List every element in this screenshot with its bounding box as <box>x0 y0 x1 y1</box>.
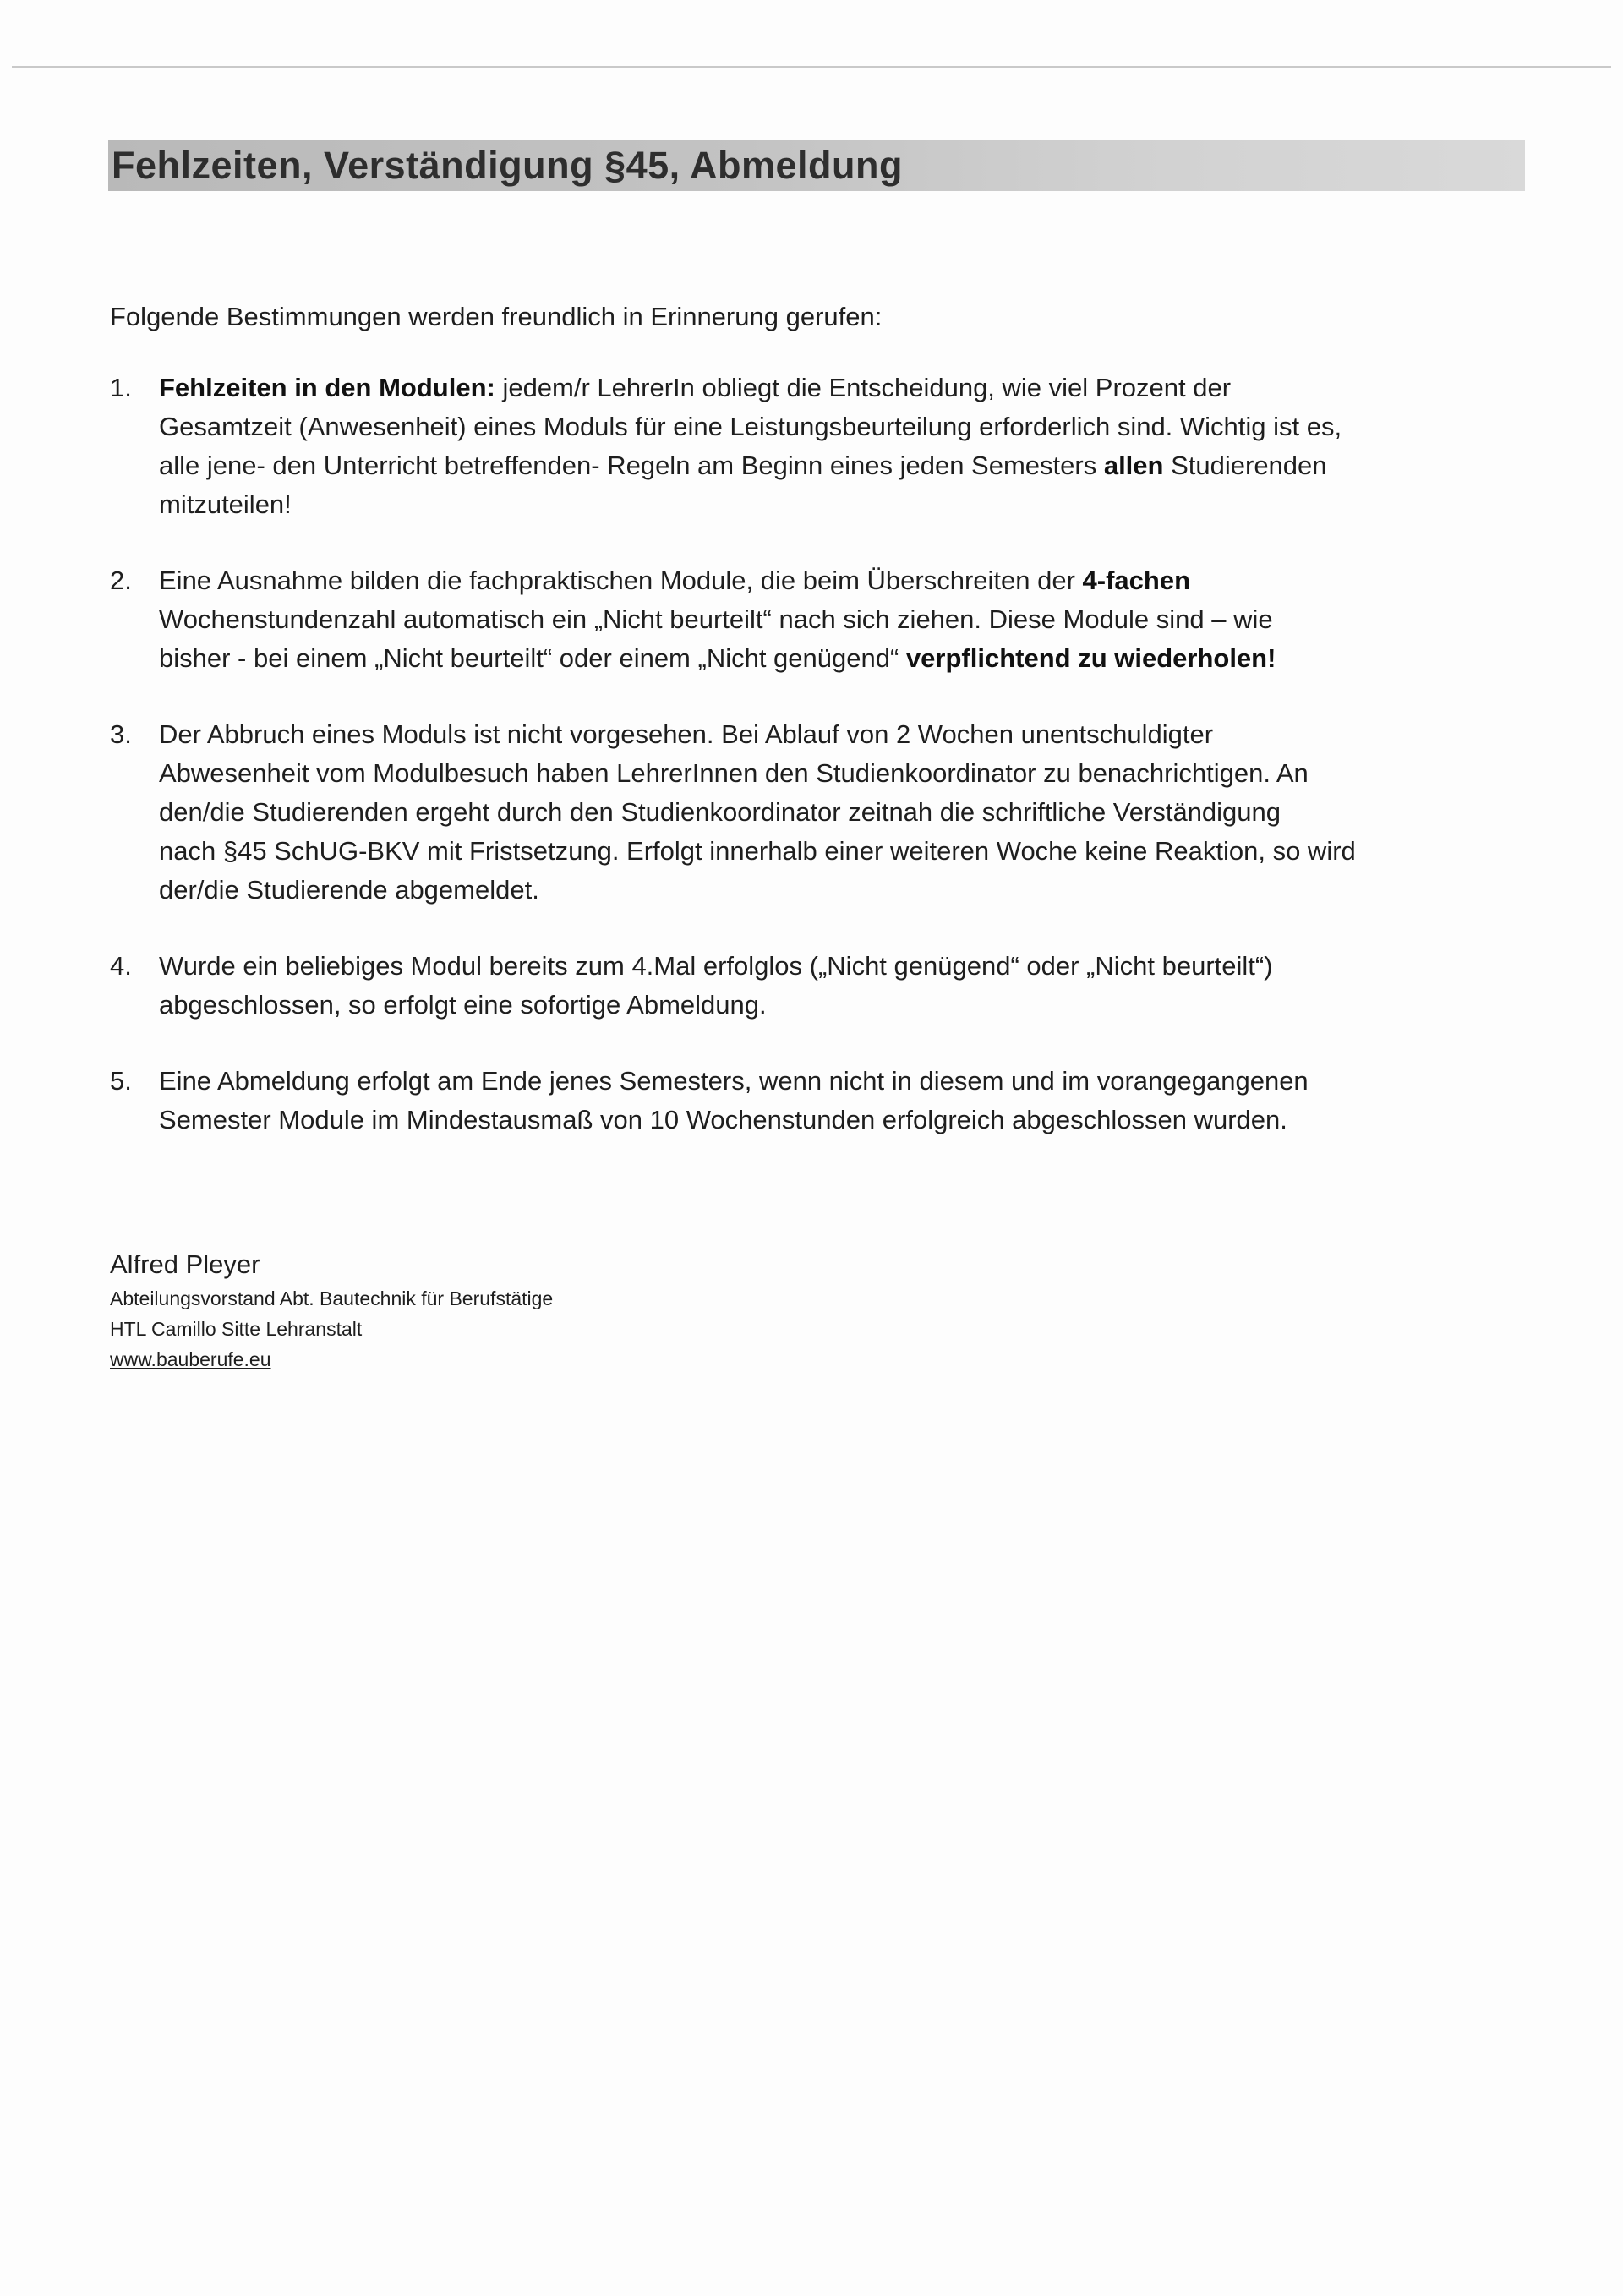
rule-text: abgeschlossen, so erfolgt eine sofortige Abmeldung. <box>159 990 767 1020</box>
signature-role: Abteilungsvorstand Abt. Bautechnik für Berufstätige <box>110 1287 554 1309</box>
rule-number: 2. <box>110 566 132 595</box>
rule-line <box>159 485 1513 524</box>
rule-emphasis: allen <box>1103 451 1164 480</box>
rule-line <box>159 715 1513 754</box>
rule-number: 5. <box>110 1066 132 1096</box>
rule-text: mitzuteilen! <box>159 489 292 519</box>
rule-text: Eine Abmeldung erfolgt am Ende jenes Semesters, wenn nicht in diesem und im vorangegangenen <box>159 1066 1309 1096</box>
rule-text: alle jene- den Unterricht betreffenden- Regeln am Beginn eines jeden Semesters <box>159 451 1104 480</box>
rule-line <box>159 561 1513 600</box>
rule-text: Der Abbruch eines Moduls ist nicht vorgesehen. Bei Ablauf von 2 Wochen unentschuldigter <box>159 719 1214 749</box>
top-rule <box>12 66 1611 68</box>
rule-emphasis: 4-fachen <box>1082 566 1191 595</box>
rule-line <box>159 871 1513 910</box>
rule-text: Abwesenheit vom Modulbesuch haben LehrerInnen den Studienkoordinator zu benachrichtigen. An <box>159 758 1309 788</box>
rule-emphasis: verpflichtend zu wiederholen! <box>905 643 1276 673</box>
rule-line <box>159 754 1513 793</box>
rules-list <box>110 369 1513 1177</box>
rule-line <box>159 407 1513 446</box>
rule-line <box>159 832 1513 871</box>
rule-text: nach §45 SchUG-BKV mit Fristsetzung. Erfolgt innerhalb einer weiteren Woche keine Reaktion, so wird <box>159 836 1356 866</box>
website-link[interactable]: www.bauberufe.eu <box>110 1348 271 1370</box>
rule-item <box>110 715 1513 910</box>
rule-line <box>159 446 1513 485</box>
rule-text: Wochenstundenzahl automatisch ein „Nicht beurteilt“ nach sich ziehen. Diese Module sind – wie <box>159 604 1273 634</box>
rule-line <box>159 1101 1513 1140</box>
rule-text: bisher - bei einem „Nicht beurteilt“ oder einem „Nicht genügend“ <box>159 643 906 673</box>
signature-block <box>110 1246 553 1375</box>
rule-number: 4. <box>110 951 132 981</box>
rule-line <box>159 947 1513 986</box>
rule-text: Semester Module im Mindestausmaß von 10 Wochenstunden erfolgreich abgeschlossen wurden. <box>159 1105 1287 1134</box>
rule-line <box>159 986 1513 1025</box>
rule-number: 1. <box>110 373 132 402</box>
rule-text: der/die Studierende abgemeldet. <box>159 875 539 905</box>
rule-line <box>159 793 1513 832</box>
rule-item <box>110 369 1513 524</box>
rule-text: Wurde ein beliebiges Modul bereits zum 4.Mal erfolglos („Nicht genügend“ oder „Nicht beurteilt“) <box>159 951 1273 981</box>
rule-line <box>159 600 1513 639</box>
rule-line <box>159 639 1513 678</box>
rule-text: Eine Ausnahme bilden die fachpraktischen Module, die beim Überschreiten der <box>159 566 1083 595</box>
rule-text: Gesamtzeit (Anwesenheit) eines Moduls für eine Leistungsbeurteilung erforderlich sind. Wichtig ist es, <box>159 412 1342 441</box>
intro-text: Folgende Bestimmungen werden freundlich in Erinnerung gerufen: <box>110 302 883 331</box>
rule-text: jedem/r LehrerIn obliegt die Entscheidung, wie viel Prozent der <box>495 373 1232 402</box>
rule-item <box>110 1062 1513 1140</box>
rule-emphasis: Fehlzeiten in den Modulen: <box>159 373 495 402</box>
rule-text: Studierenden <box>1163 451 1327 480</box>
rule-item <box>110 947 1513 1025</box>
rule-number: 3. <box>110 719 132 749</box>
rule-item <box>110 561 1513 678</box>
rule-line <box>159 369 1513 407</box>
page-title: Fehlzeiten, Verständigung §45, Abmeldung <box>112 144 903 187</box>
rule-text: den/die Studierenden ergeht durch den Studienkoordinator zeitnah die schriftliche Verständigung <box>159 797 1281 827</box>
signature-school: HTL Camillo Sitte Lehranstalt <box>110 1318 363 1340</box>
signature-name: Alfred Pleyer <box>110 1249 260 1279</box>
rule-line <box>159 1062 1513 1101</box>
